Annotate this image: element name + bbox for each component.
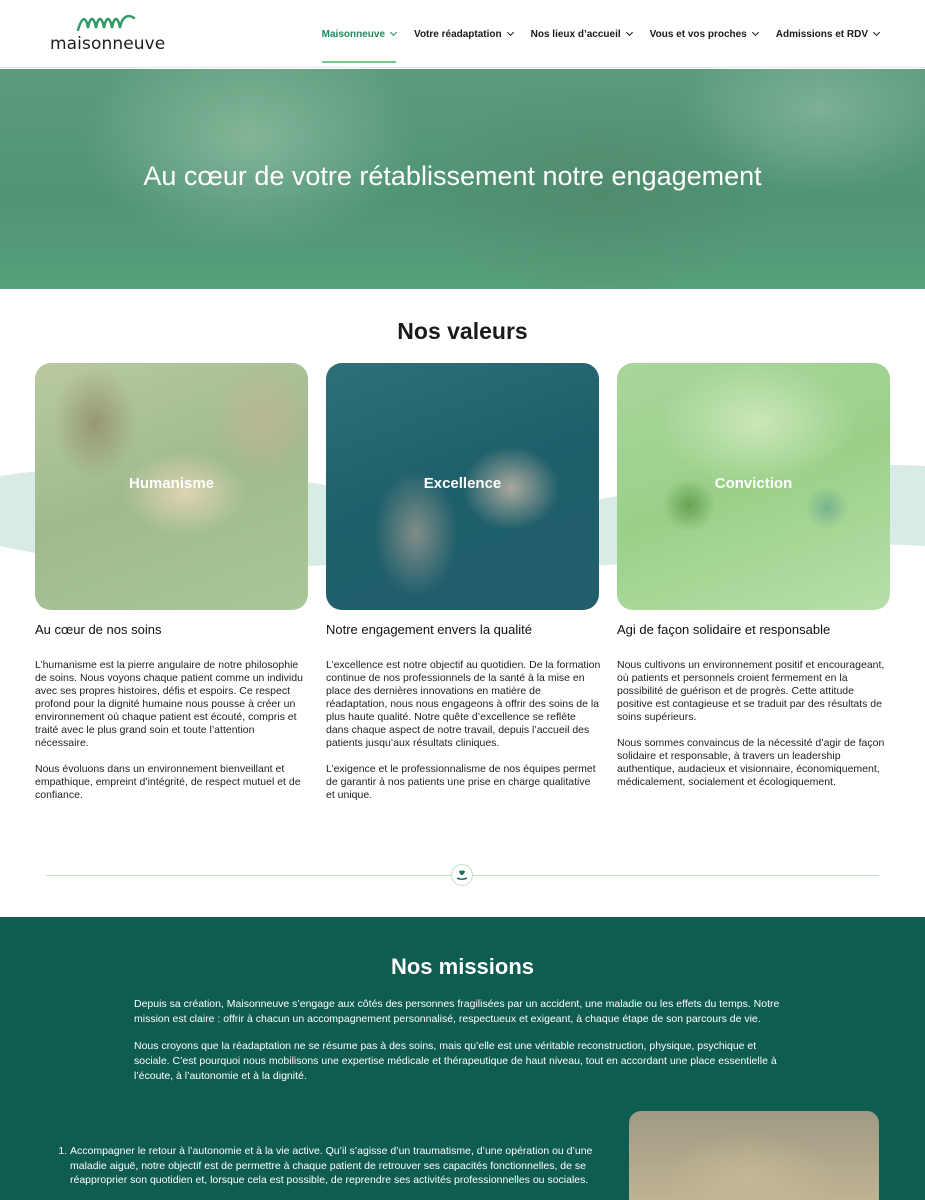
value-card-excellence[interactable] xyxy=(326,363,599,610)
nav-item-label: Admissions et RDV xyxy=(775,28,868,40)
nav-item-vous-et-vos-proches[interactable] xyxy=(650,0,758,68)
missions-image xyxy=(629,1111,879,1200)
value-column-conviction xyxy=(617,622,892,802)
value-paragraph: L’humanisme est la pierre angulaire de notre philosophie de soins. Nous voyons chaque patient comme un individu avec ses propres histoires, défis et espoirs. Ce respect profond pour la dignité humaine nous pousse à créer un environnement où chaque patient est écouté, compris et traité avec le plus grand soin et toute l’attention nécessaire. xyxy=(35,659,303,749)
nav-item-maisonneuve[interactable] xyxy=(322,0,396,68)
value-column-humanisme xyxy=(35,622,310,815)
site-header xyxy=(0,0,925,68)
nav-item-nos-lieux[interactable] xyxy=(531,0,632,68)
missions-title: Nos missions xyxy=(390,954,535,979)
values-title: Nos valeurs xyxy=(397,318,528,344)
main-nav xyxy=(304,0,879,68)
value-paragraph: Nous sommes convaincus de la nécessité d’agir de façon solidaire et responsable, à travers un leadership authentique, audacieux et visionnaire, économiquement, médicalement, socialement et écologiquement. xyxy=(617,737,885,788)
value-heading: Au cœur de nos soins xyxy=(35,622,162,637)
nav-item-label: Nos lieux d’accueil xyxy=(530,28,621,40)
logo-text: maisonneuve xyxy=(50,34,166,54)
value-card-humanisme[interactable] xyxy=(35,363,308,610)
logo-mark-icon xyxy=(76,12,136,34)
heart-hand-icon xyxy=(451,864,473,886)
missions-intro xyxy=(134,997,794,1096)
list-item: 1. Accompagner le retour à l’autonomie et à la vie active. Qu’il s’agisse d’un traumatisme, d’une opération ou d’une maladie aiguë, notre objectif est de permettre à chaque patient de retrouver ses capacités fonctionnelles, de se réapproprier son quotidien et, lorsque cela est possible, de reprendre ses activités professionnelles ou sociales. xyxy=(70,1144,596,1188)
nav-item-admissions[interactable] xyxy=(776,0,879,68)
missions-list xyxy=(56,1144,596,1188)
value-paragraph: L’excellence est notre objectif au quotidien. De la formation continue de nos professionnels de la santé à la mise en place des dernières innovations en matière de réadaptation, nous nous engageons à offrir des soins de la plus haute qualité. Notre quête d’excellence se reflète dans chaque aspect de notre travail, depuis l’accueil des patients jusqu’aux résultats cliniques. xyxy=(326,659,601,749)
value-paragraph: L’exigence et le professionnalisme de nos équipes permet de garantir à nos patients une prise en charge qualitative et unique. xyxy=(326,763,596,801)
missions-paragraph: Nous croyons que la réadaptation ne se résume pas à des soins, mais qu’elle est une véritable reconstruction, physique, psychique et sociale. C’est pourquoi nous mobilisons une expertise médicale et thérapeutique de haut niveau, tout en accordant une place essentielle à l’écoute, à l’autonomie et à la dignité. xyxy=(134,1040,777,1082)
nav-item-votre-readaptation[interactable] xyxy=(414,0,513,68)
missions-section xyxy=(0,917,925,1200)
hero-banner xyxy=(0,69,925,289)
value-column-excellence xyxy=(326,622,601,815)
logo[interactable] xyxy=(50,12,170,54)
chevron-down-icon xyxy=(507,29,514,36)
chevron-down-icon xyxy=(626,29,633,36)
chevron-down-icon xyxy=(390,29,397,36)
chevron-down-icon xyxy=(752,29,759,36)
nav-item-label: Votre réadaptation xyxy=(414,28,502,40)
chevron-down-icon xyxy=(873,29,880,36)
value-paragraph: Nous cultivons un environnement positif et encourageant, où patients et personnels croient fermement en la possibilité de guérison et de progrès. Cette attitude positive est contagieuse et se traduit par des résultats de soins supérieurs. xyxy=(617,659,885,723)
value-card-label: Conviction xyxy=(714,475,793,492)
nav-item-label: Vous et vos proches xyxy=(649,28,747,40)
value-card-label: Humanisme xyxy=(128,475,215,492)
nav-item-label: Maisonneuve xyxy=(321,28,386,40)
value-paragraph: Nous évoluons dans un environnement bienveillant et empathique, empreint d’intégrité, de respect mutuel et de confiance. xyxy=(35,763,301,801)
missions-paragraph: Depuis sa création, Maisonneuve s’engage aux côtés des personnes fragilisées par un accident, une maladie ou les effets du temps. Notre mission est claire : offrir à chacun un accompagnement personnalisé, respectueux et exigeant, à chaque étape de son parcours de vie. xyxy=(134,998,780,1025)
value-card-label: Excellence xyxy=(423,475,502,492)
value-card-conviction[interactable] xyxy=(617,363,890,610)
hero-title: Au cœur de votre rétablissement notre engagement xyxy=(143,161,762,191)
value-heading: Agi de façon solidaire et responsable xyxy=(617,622,831,637)
value-heading: Notre engagement envers la qualité xyxy=(326,622,532,637)
